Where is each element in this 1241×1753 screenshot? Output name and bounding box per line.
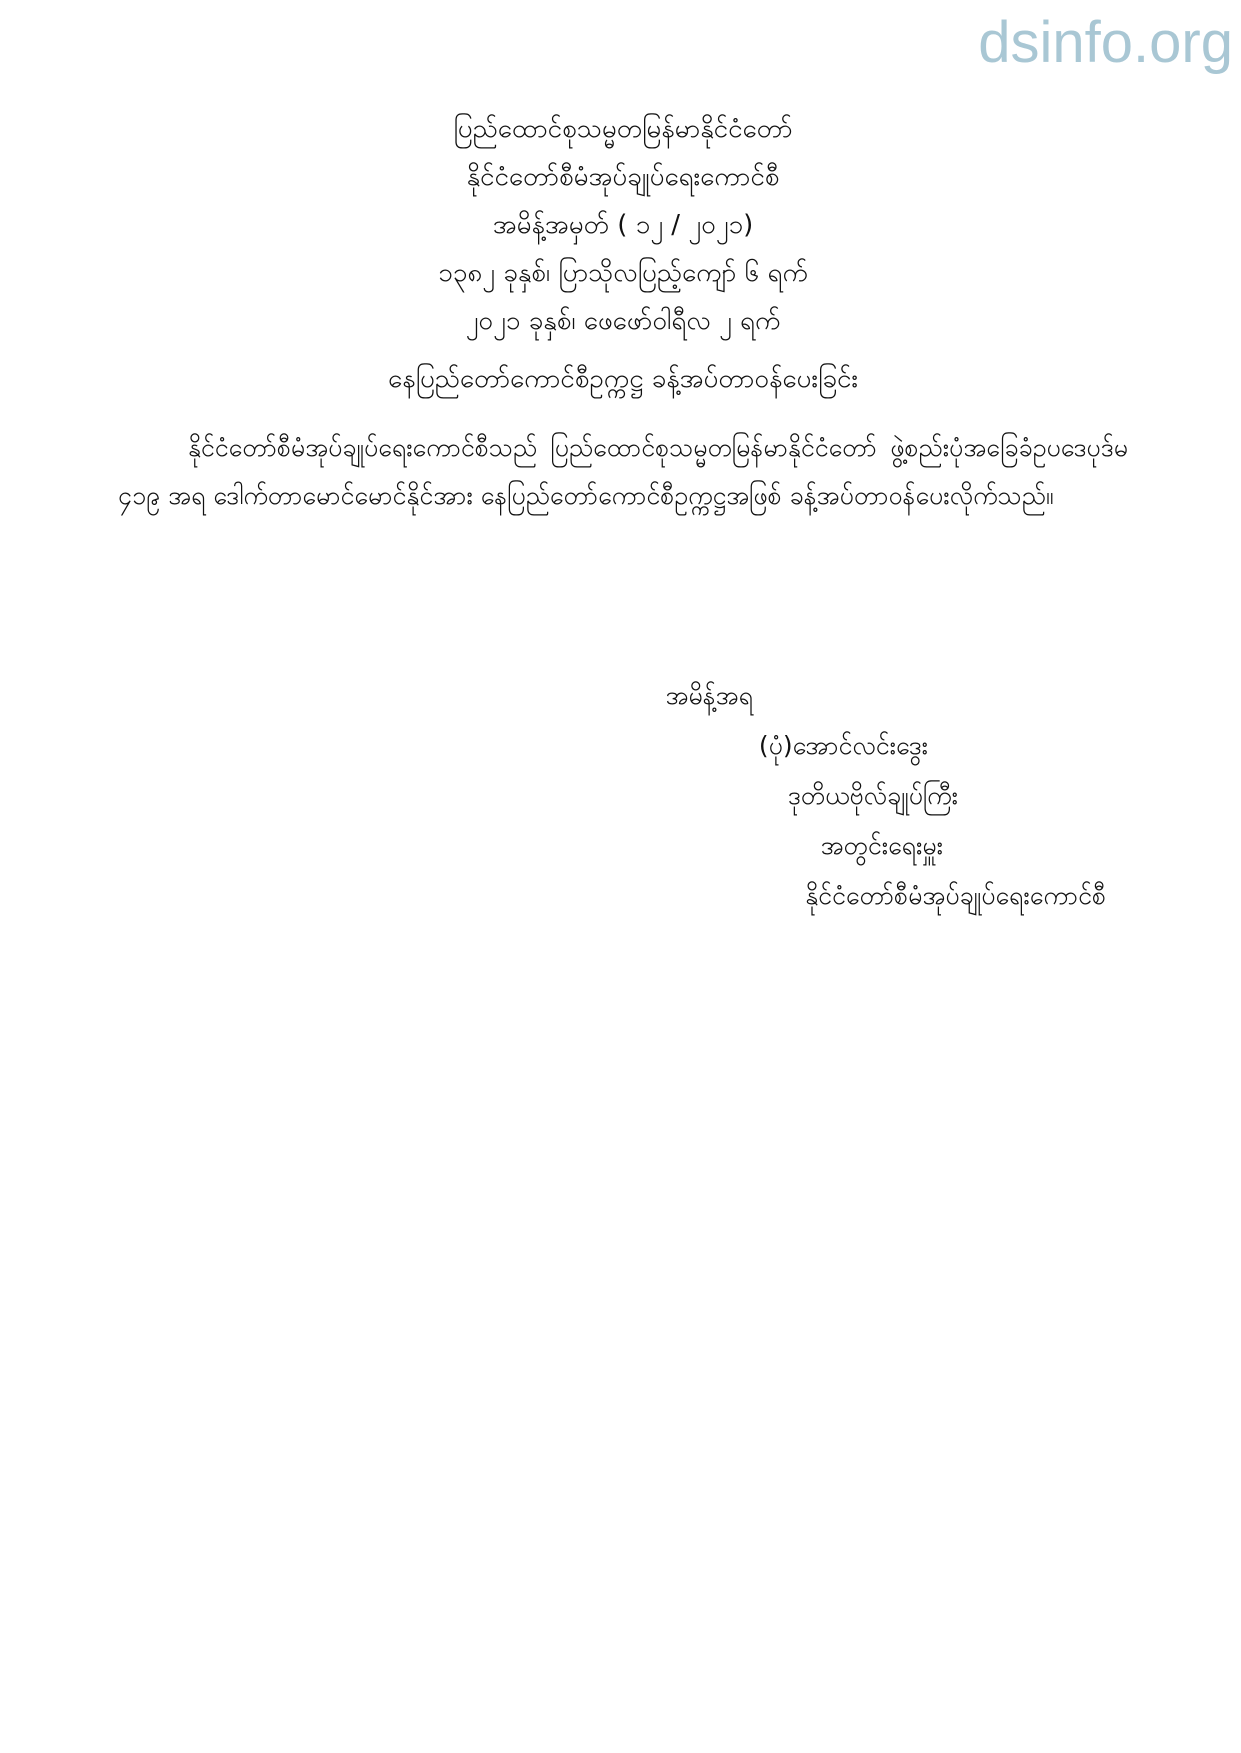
signature-name: (ပုံ)အောင်လင်းဒွေး — [758, 731, 928, 761]
document-paragraph: နိုင်ငံတော်စီမံအုပ်ချုပ်ရေးကောင်စီသည် ပြည်ထောင်စုသမ္မတမြန်မာနိုင်ငံတော် ဖွဲ့စည်းပုံအခြေခံဥပဒေပုဒ်မ ၄၁၉ အရ ဒေါက်တာမောင်မောင်နိုင်အား နေပြည်တော်ကောင်စီဥက္ကဋ္ဌအဖြစ် ခန့်အပ်တာဝန်ပေးလိုက်သည်။ — [118, 432, 1128, 511]
header-line-order-number: အမိန့်အမှတ် ( ၁၂ / ၂၀၂၁) — [492, 210, 754, 241]
header-line-council: နိုင်ငံတော်စီမံအုပ်ချုပ်ရေးကောင်စီ — [466, 162, 780, 193]
header-line-gregorian-date: ၂၀၂၁ ခုနှစ်၊ ဖေဖော်ဝါရီလ ၂ ရက် — [465, 306, 781, 337]
signature-position: အတွင်းရေးမှူး — [820, 831, 943, 861]
header-line-burmese-date: ၁၃၈၂ ခုနှစ်၊ ပြာသိုလပြည့်ကျော် ၆ ရက် — [438, 258, 808, 289]
signature-organization: နိုင်ငံတော်စီမံအုပ်ချုပ်ရေးကောင်စီ — [805, 881, 1106, 911]
signature-rank: ဒုတိယဗိုလ်ချုပ်ကြီး — [787, 781, 958, 811]
document-subject: နေပြည်တော်ကောင်စီဥက္ကဋ္ဌ ခန့်အပ်တာဝန်ပေးခြင်း — [388, 364, 858, 395]
site-watermark: dsinfo.org — [978, 10, 1233, 75]
document-body — [118, 105, 1128, 921]
signature-block — [118, 671, 1128, 921]
document-header — [118, 105, 1128, 345]
signature-by-order: အမိန့်အရ — [665, 681, 753, 711]
header-line-country: ပြည်ထောင်စုသမ္မတမြန်မာနိုင်ငံတော် — [453, 114, 793, 144]
